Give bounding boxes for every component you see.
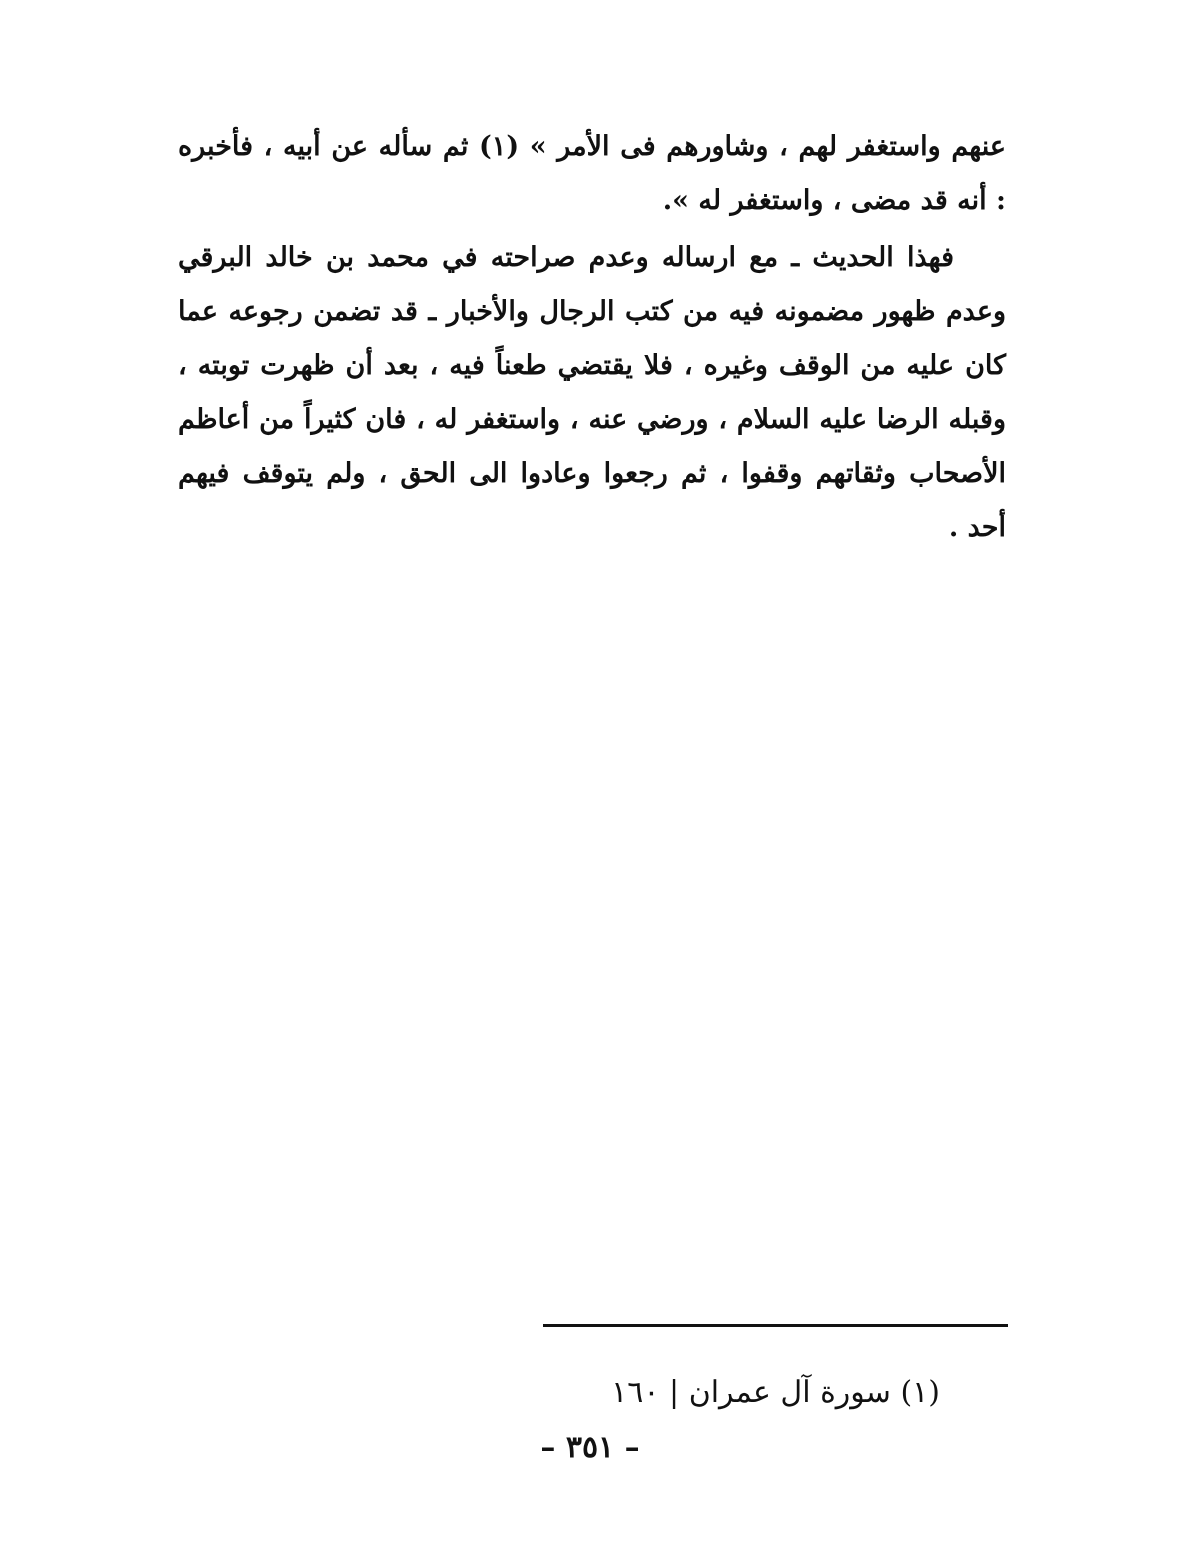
paragraph-1: عنهم واستغفر لهم ، وشاورهم فى الأمر » (١) ثم سأله عن أبيه ، فأخبره : أنه قد مضى ، واستغفر له ». [178, 131, 1006, 216]
footnote: (١) سورة آل عمران | ١٦٠ [611, 1375, 940, 1410]
page-number: – ٣٥١ – [540, 1430, 640, 1465]
paragraph-2: فهذا الحديث ـ مع ارساله وعدم صراحته في محمد بن خالد البرقي وعدم ظهور مضمونه فيه من كتب الرجال والأخبار ـ قد تضمن رجوعه عما كان عليه من الوقف وغيره ، فلا يقتضي طعناً فيه ، بعد أن ظهرت توبته ، وقبله الرضا عليه السلام ، ورضي عنه ، واستغفر له ، فان كثيراً من أعاظم الأصحاب وثقاتهم وقفوا ، ثم رجعوا وعادوا الى الحق ، ولم يتوقف فيهم أحد . [178, 242, 1006, 543]
main-text [178, 120, 1006, 555]
footnote-divider [543, 1324, 1008, 1327]
